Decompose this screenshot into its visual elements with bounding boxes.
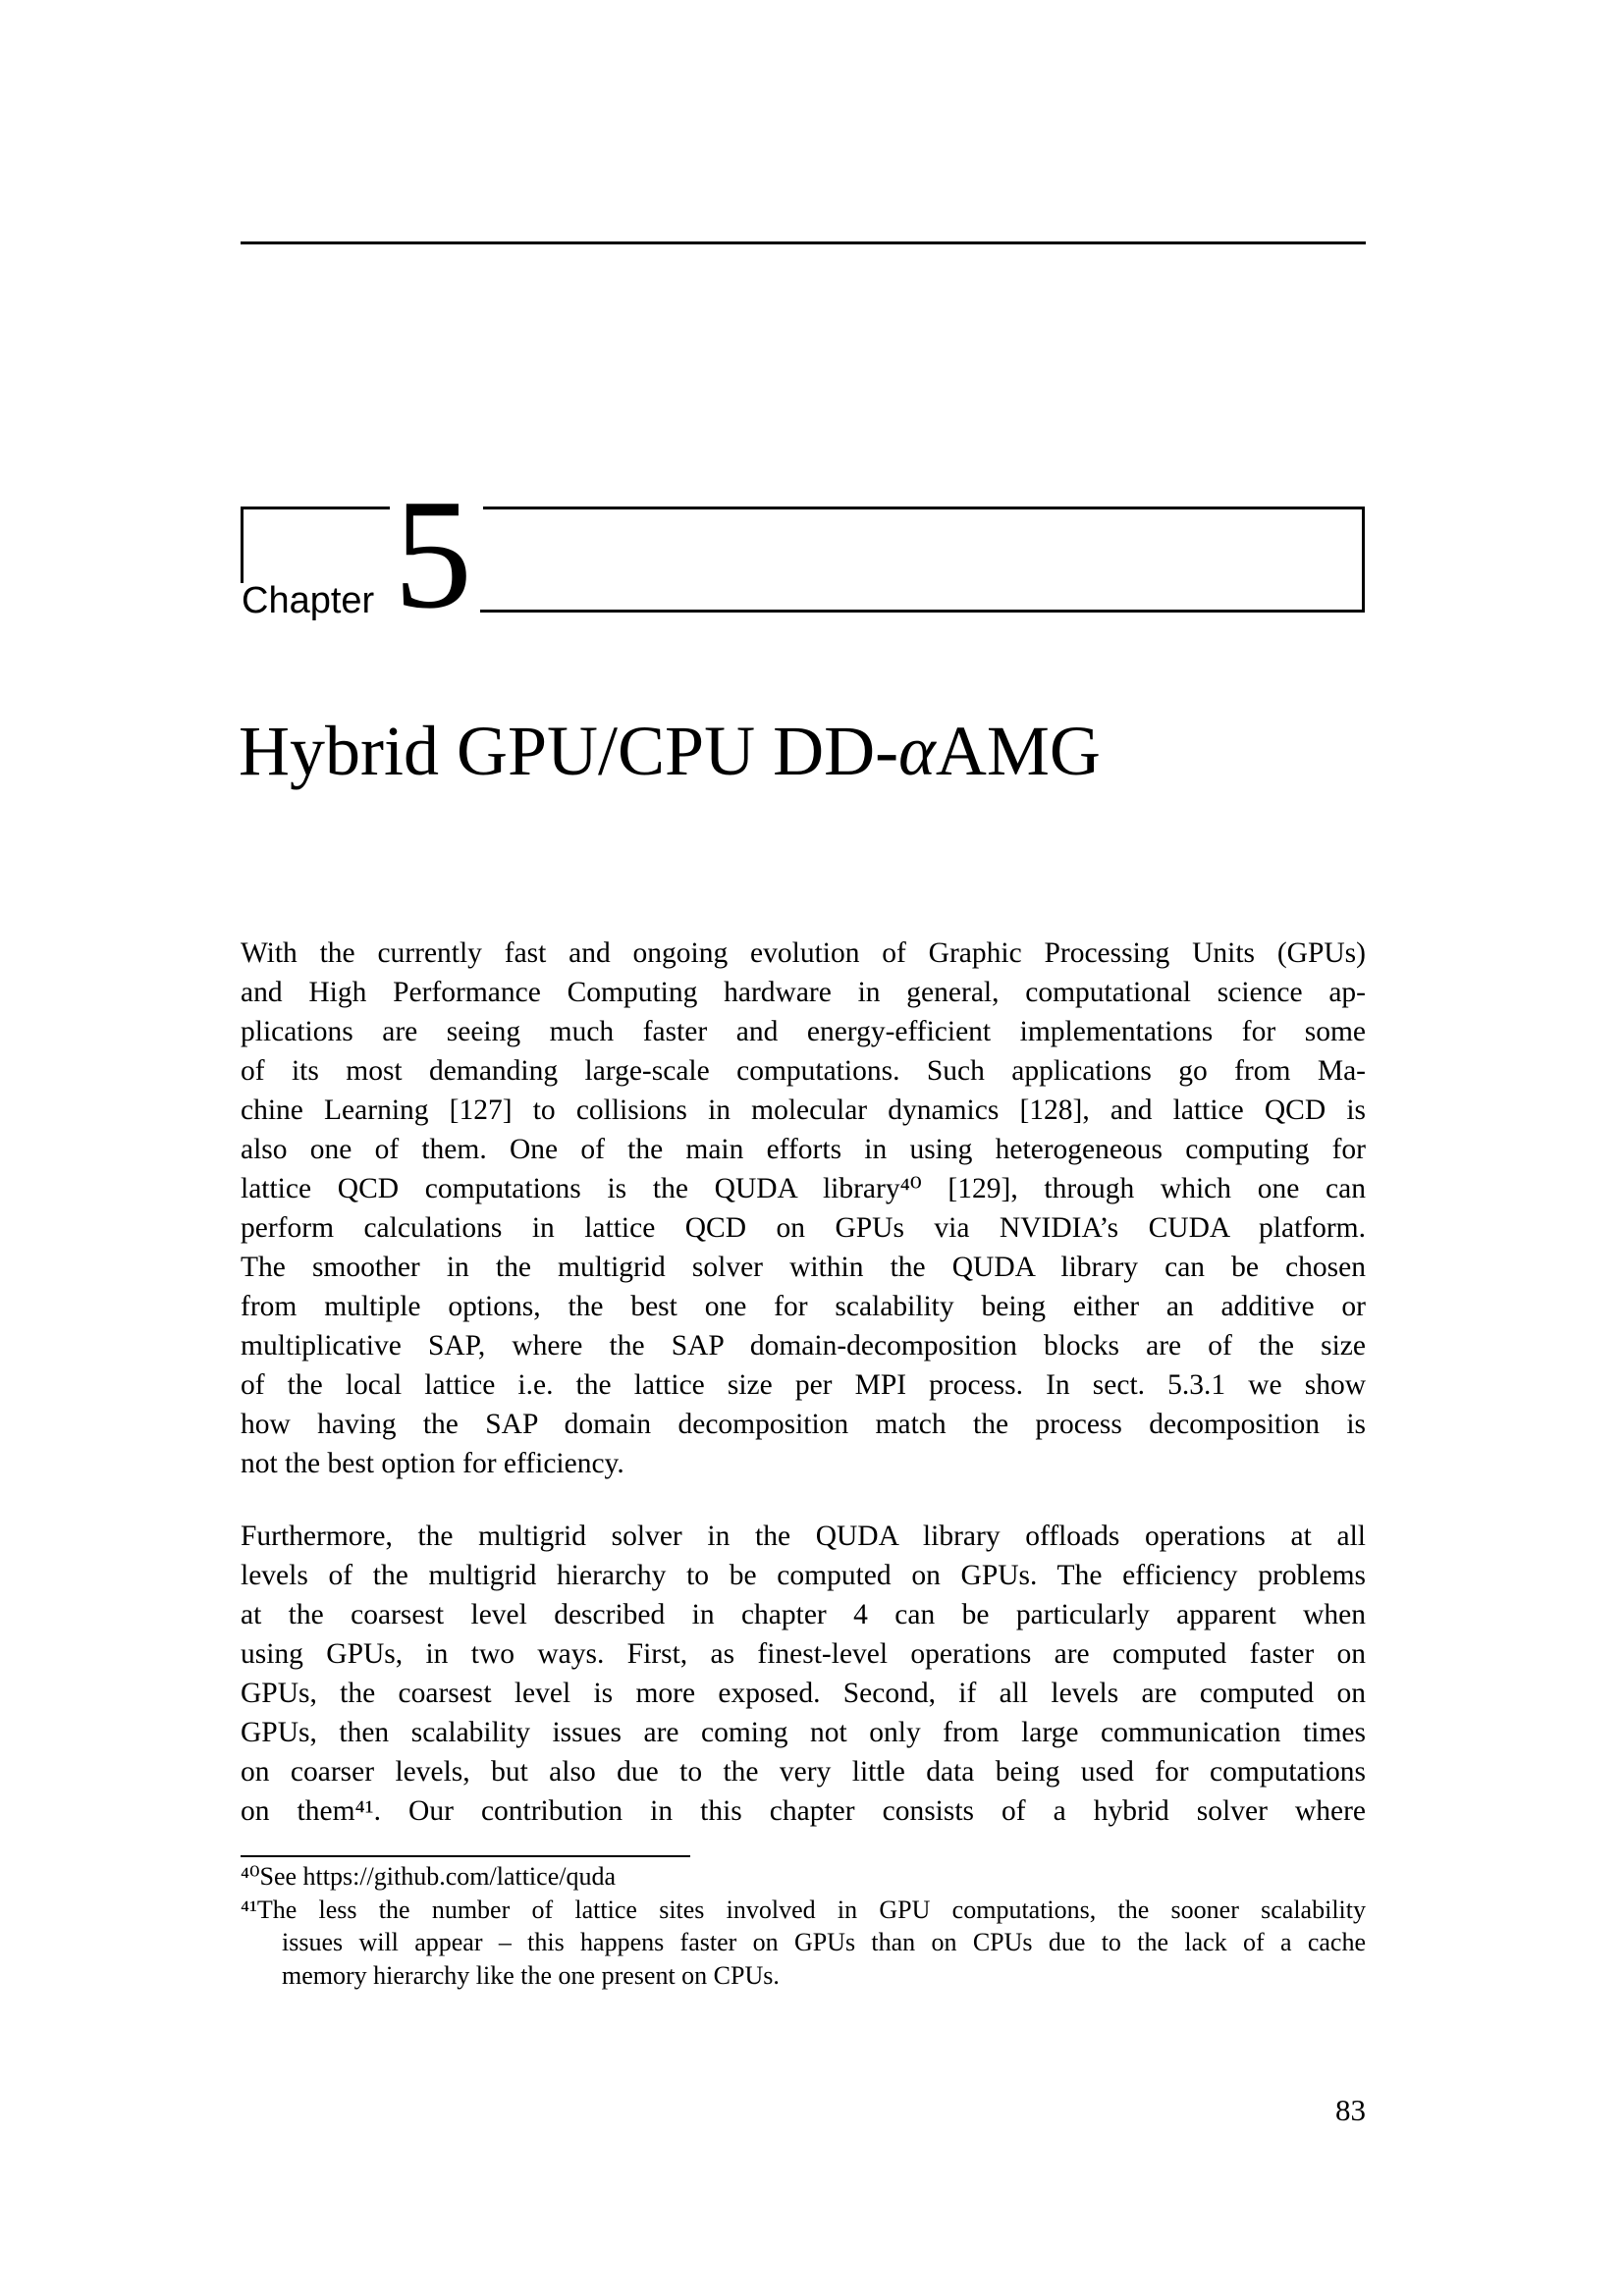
chapter-title-prefix: Hybrid GPU/CPU DD- [239, 712, 899, 790]
text-line: Furthermore, the multigrid solver in the QUDA library offloads operations at all [241, 1521, 1366, 1552]
text-line: GPUs, the coarsest level is more exposed. Second, if all levels are computed on [241, 1678, 1366, 1709]
header-rule [241, 241, 1366, 244]
chapter-label: Chapter [242, 580, 375, 621]
footnote-41-line: memory hierarchy like the one present on CPUs. [282, 1960, 780, 1990]
text-line: how having the SAP domain decomposition match the process decomposition is [241, 1409, 1366, 1440]
footnotes [241, 1860, 1366, 1992]
chapter-box-left-rule [241, 507, 244, 583]
footnote-40-url-link[interactable]: https://github.com/lattice/quda [302, 1862, 616, 1891]
text-line: GPUs, then scalability issues are coming not only from large communication times [241, 1717, 1366, 1748]
text-line: also one of them. One of the main efforts in using heterogeneous computing for [241, 1134, 1366, 1165]
footnote-40-text: See [259, 1862, 303, 1891]
text-line: at the coarsest level described in chapter 4 can be particularly apparent when [241, 1599, 1366, 1630]
text-line: chine Learning [127] to collisions in molecular dynamics [128], and lattice QCD is [241, 1095, 1366, 1126]
paragraph-2 [241, 1517, 1366, 1831]
text-line: plications are seeing much faster and energy-efficient implementations for some [241, 1016, 1366, 1047]
text-line: on them⁴¹. Our contribution in this chapter consists of a hybrid solver where [241, 1795, 1366, 1827]
footnote-40-marker: ⁴⁰ [241, 1862, 260, 1891]
chapter-number: 5 [394, 466, 472, 641]
footnote-41-line: issues will appear – this happens faster on GPUs than on CPUs due to the lack of a cache [282, 1928, 1366, 1956]
text-line: With the currently fast and ongoing evolution of Graphic Processing Units (GPUs) [241, 937, 1366, 969]
footnote-rule [241, 1855, 690, 1857]
chapter-title-alpha: α [898, 712, 936, 790]
text-line: perform calculations in lattice QCD on GPUs via NVIDIA’s CUDA platform. [241, 1212, 1366, 1244]
chapter-title [239, 712, 1101, 790]
page-number: 83 [1335, 2093, 1366, 2127]
text-line: multiplicative SAP, where the SAP domain-decomposition blocks are of the size [241, 1330, 1366, 1362]
text-line: levels of the multigrid hierarchy to be computed on GPUs. The efficiency problems [241, 1560, 1366, 1591]
paragraph-1 [241, 934, 1366, 1483]
chapter-title-suffix: AMG [935, 712, 1101, 790]
text-line: not the best option for efficiency. [241, 1448, 624, 1479]
text-line: using GPUs, in two ways. First, as finest-level operations are computed faster on [241, 1638, 1366, 1670]
chapter-box-bottom-rule [480, 610, 1365, 613]
text-line: on coarser levels, but also due to the very little data being used for computations [241, 1756, 1366, 1788]
text-line: of its most demanding large-scale computations. Such applications go from Ma- [241, 1055, 1366, 1087]
text-line: of the local lattice i.e. the lattice size per MPI process. In sect. 5.3.1 we show [241, 1369, 1366, 1401]
chapter-box-top-left-rule [241, 507, 390, 509]
text-line: and High Performance Computing hardware in general, computational science ap- [241, 977, 1366, 1008]
chapter-box-right-rule [1362, 507, 1365, 613]
text-line: The smoother in the multigrid solver within the QUDA library can be chosen [241, 1252, 1366, 1283]
text-line: lattice QCD computations is the QUDA library⁴⁰ [129], through which one can [241, 1173, 1366, 1204]
text-line: from multiple options, the best one for scalability being either an additive or [241, 1291, 1366, 1322]
chapter-box-top-right-rule [483, 507, 1365, 509]
footnote-40 [241, 1860, 1366, 1894]
footnote-41-line: ⁴¹The less the number of lattice sites involved in GPU computations, the sooner scalability [241, 1895, 1366, 1924]
